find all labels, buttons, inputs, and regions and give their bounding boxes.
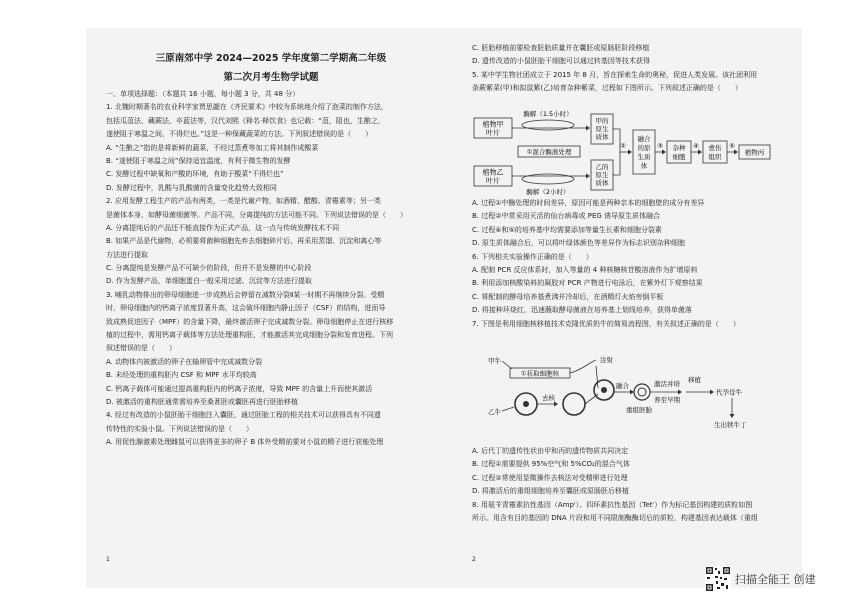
left-text-line: A. 动物体内被激活的卵子在输卵管中完成减数分裂 [106,357,263,366]
left-text-line: 传特性的实验小鼠。下列说法错误的是（ ） [106,424,253,433]
left-text-line: B. 未经处理的重构胚内 CSF 和 MPF 水平均较高 [106,371,257,380]
svg-text:植物丙: 植物丙 [744,148,765,157]
left-text-line: 1. 北魏时期著名的农业科学家贾思勰在《齐民要术》中较为系统地介绍了泡菜的制作方法， [106,103,388,112]
left-text-line: A. “生酿之”指的是将新鲜的蔬菜，不经过蒸煮等加工将其制作成酸菜 [106,143,319,152]
right-text-line: D. 将激活后的重组细胞培养至囊胚或原肠胚后移植 [472,487,629,496]
right-text-line: D. 遗传改造的小鼠胚胎干细胞可以通过转基因等技术获得 [472,57,650,66]
dish-a [522,120,574,130]
embryo-label: 重组胚胎 [626,406,652,414]
right-text-line: 所示。用含有目的基因的 DNA 片段和用不同限制酶酶切后的质粒，构建基因表达载体（重组 [472,513,758,522]
nuclear-transfer-diagram [482,352,782,436]
left-text-line: 时，卵母细胞内的钙离子浓度显著升高，这会破坏细胞内静止因子（CSF）的结构，进而导 [106,304,386,313]
cow-b-label: 乙牛 [488,408,501,416]
left-text-line: 遂使阻于寒温之间，不得烂也。”这是一种保藏蔬菜的方法。下列叙述错误的是（ ） [106,130,373,139]
exam-subtitle: 第二次月考生物学试题 [223,72,319,83]
left-text-line: B. 如果产品是代谢物，必须要将菌种细胞先弃去细胞碎片后，再采用蒸馏、沉淀和离心等 [106,237,382,246]
svg-text:融合: 融合 [637,135,651,143]
surrogate-label: 代孕母牛 [716,388,742,397]
left-text-line: D. 被激活的重构胚通常需培养至桑葚胚或囊胚再进行胚胎移植 [106,397,298,406]
svg-text:原生: 原生 [595,125,609,133]
left-text-line: B. “遂使阻于寒温之间”保持适宜温度，有利于微生物的发酵 [106,156,291,165]
right-text-line: A. 配制 PCR 反应体系时，加入等量的 4 种核糖核苷酸溶液作为扩增原料 [472,265,698,274]
right-column-middle [472,198,798,332]
svg-text:杂种: 杂种 [672,144,686,152]
svg-text:原生: 原生 [595,171,609,179]
svg-text:质体: 质体 [595,133,609,141]
left-text-line: 方法进行提取 [106,250,148,259]
svg-text:⑤: ⑤ [729,142,735,150]
scanner-brand-label: 扫描全能王 创建 [735,573,816,586]
enucleate-label: 去核 [542,394,555,402]
right-column-bottom [472,446,798,526]
left-text-line: C. 钙离子载体可能通过提高重构胚内的钙离子浓度，导致 MPF 的含量上升而使其激活 [106,384,373,393]
left-text-line: 3. 哺乳动物排出的卵母细胞进一步成熟后会停留在减数分裂Ⅱ某一时期不再继续分裂。受精 [106,290,385,299]
left-text-line: 一、单项选择题：（本题共 16 小题，每小题 3 分，共 48 分） [106,90,300,98]
culture-label-1: 养至早期 [654,396,680,404]
page-number-left: 1 [106,556,110,563]
svg-text:组织: 组织 [708,153,722,161]
right-text-line: A. 过程①中酶处理的时间差异，原因可能是两种亲本的细胞壁的成分有差异 [472,199,705,207]
left-text-line: 植的过程中，需用钙离子载体等方法处理重构胚，才能激活其完成细胞分裂和发育进程。下列 [106,331,393,340]
right-text-line: 5. 某中学生物社团成立于 2015 年 8 月，旨在探索生命的奥秘，促进人类发展。该社团利用 [472,70,758,79]
right-text-line: C. 将配制的酵母培养基煮沸并冷却后，在酒精灯火焰旁倒平板 [472,292,664,301]
enzyme-b-label: 酶解（2小时） [526,188,570,196]
left-text-line: 2. 应用发酵工程生产的产品有两类，一类是代谢产物，如酒精、醋酸、青霉素等；另一类 [106,197,381,206]
right-column-top [472,43,798,97]
svg-text:细胞: 细胞 [672,153,686,161]
right-text-line: C. 过程②常使用显微操作去核法对受精卵进行处理 [472,473,628,482]
svg-text:甲的: 甲的 [595,117,609,125]
scanner-watermark [705,566,816,592]
right-text-line: 6. 下列相关实验操作正确的是（ ） [472,252,593,261]
plant-b-label-1: 叶片 [486,177,500,185]
step-2-label: ② [620,142,626,150]
svg-text:③: ③ [657,142,663,150]
dish-b [522,174,574,184]
left-text-line: 4. 经过有改造的小鼠胚胎干细胞注入囊胚，通过胚胎工程的相关技术可以获得具有不同遗 [106,411,381,420]
right-text-line: D. 原生质体融合后，可以将叶绿体颜色等差异作为标志识别杂种细胞 [472,239,685,248]
enucleated-oocyte [563,393,585,415]
right-text-line: 8. 用氨苄青霉素抗性基因（Ampʳ）、四环素抗性基因（Tetʳ）作为标记基因构建的质粒如图 [472,500,753,509]
svg-text:乙的: 乙的 [595,163,609,171]
left-column [106,89,444,451]
right-text-line: A. 后代丁的遗传性状由甲和丙的遗传物质共同决定 [472,447,629,455]
svg-text:生质: 生质 [637,153,651,161]
right-text-line: D. 将接种环烧红，迅速蘸取酵母菌液在培养基上划线培养，获得单菌落 [472,306,692,315]
mix-step-label: ①混合酶液处理 [526,148,572,156]
plant-a-label-1: 叶片 [486,129,500,137]
right-text-line: C. 胚胎移植前要检查胚胎质量并在囊胚或原肠胚阶段移植 [472,44,650,52]
left-text-line: D. 发酵过程中，乳酸与乳酸菌的含量变化趋势大致相同 [106,183,277,192]
right-text-line: 7. 下图是利用细胞核移植技术克隆优质奶牛的简易流程图，有关叙述正确的是（ ） [472,319,740,328]
fusion-label: 融合 [616,382,629,390]
right-text-line: B. 过程②中常采用灭活的仙台病毒或 PEG 诱导原生质体融合 [472,212,661,221]
right-text-line: B. 利用添加核酸染料的凝胶对 PCR 产物进行电泳后，在紫外灯下观察结果 [472,279,703,288]
cow-a-label: 甲牛 [488,357,501,365]
left-text-line: A. 分离提纯后的产品还不能直接作为正式产品，这一点与传统发酵技术不同 [106,223,340,232]
qr-code-icon [705,566,731,592]
offspring-label: 生出犊牛丁 [714,421,747,429]
left-text-line: 致成熟促进因子（MPF）的含量下降，最终激活卵子完成减数分裂。卵母细胞停止在进行核移 [106,317,394,326]
transfer-label: 移植 [688,376,701,384]
svg-text:④: ④ [693,142,699,150]
right-text-line: B. 过程①需要提供 95%空气和 5%CO₂的混合气体 [472,460,630,469]
svg-text:体: 体 [640,162,648,170]
left-text-line: 是菌体本身，如酵母菌细菌等。产品不同，分离提纯的方法可能不同。下列说法错误的是（ ） [106,210,407,219]
left-text-line: 包括瓜菹法、藏蕨法、卒蓝法等，汉代刘熙《释名·释饮食》也记载：“菹，阻也，生酿之， [106,116,385,125]
isolate-label: ①获取细胞核 [520,369,560,378]
left-text-line: 叙述错误的是（ ） [106,344,176,353]
plant-a-label-0: 植物甲 [482,120,504,129]
enzyme-a-label: 酶解（1.5小时） [523,110,573,118]
right-text-line: C. 过程④和⑤的培养基中均需要添加等量生长素和细胞分裂素 [472,225,662,234]
page-number-right: 2 [472,556,476,563]
exam-title: 三原南郊中学 2024—2025 学年度第二学期高二年级 [155,53,387,64]
protoplast-fusion-diagram [472,108,772,196]
svg-text:愈伤: 愈伤 [708,144,722,152]
left-text-line: A. 用促性腺激素处理雌鼠可以获得更多的卵子 B 体外受精前要对小鼠的精子进行获能处理 [106,438,384,447]
left-text-line: C. 分离提纯是发酵产品不可缺少的阶段，但并不是发酵的中心阶段 [106,264,312,273]
exam-sheet [86,28,802,588]
plant-b-label-0: 植物乙 [482,168,504,177]
right-text-line: 条蕨紫菜(甲)和拟鼠紫(乙)培育杂种紫菜，过程如下图所示。下列叙述正确的是（ ） [472,84,742,93]
svg-text:质体: 质体 [595,179,609,187]
left-text-line: D. 作为发酵产品，单细胞蛋白一般采用过滤、沉淀等方法进行提取 [106,277,312,286]
left-text-line: C. 发酵过程中缺氧和产酸的环境，有助于酸菜“不得烂也” [106,170,284,179]
svg-text:的原: 的原 [637,144,651,152]
culture-label-0: 激活并培 [654,380,680,388]
inject-label: 注射 [600,356,613,364]
